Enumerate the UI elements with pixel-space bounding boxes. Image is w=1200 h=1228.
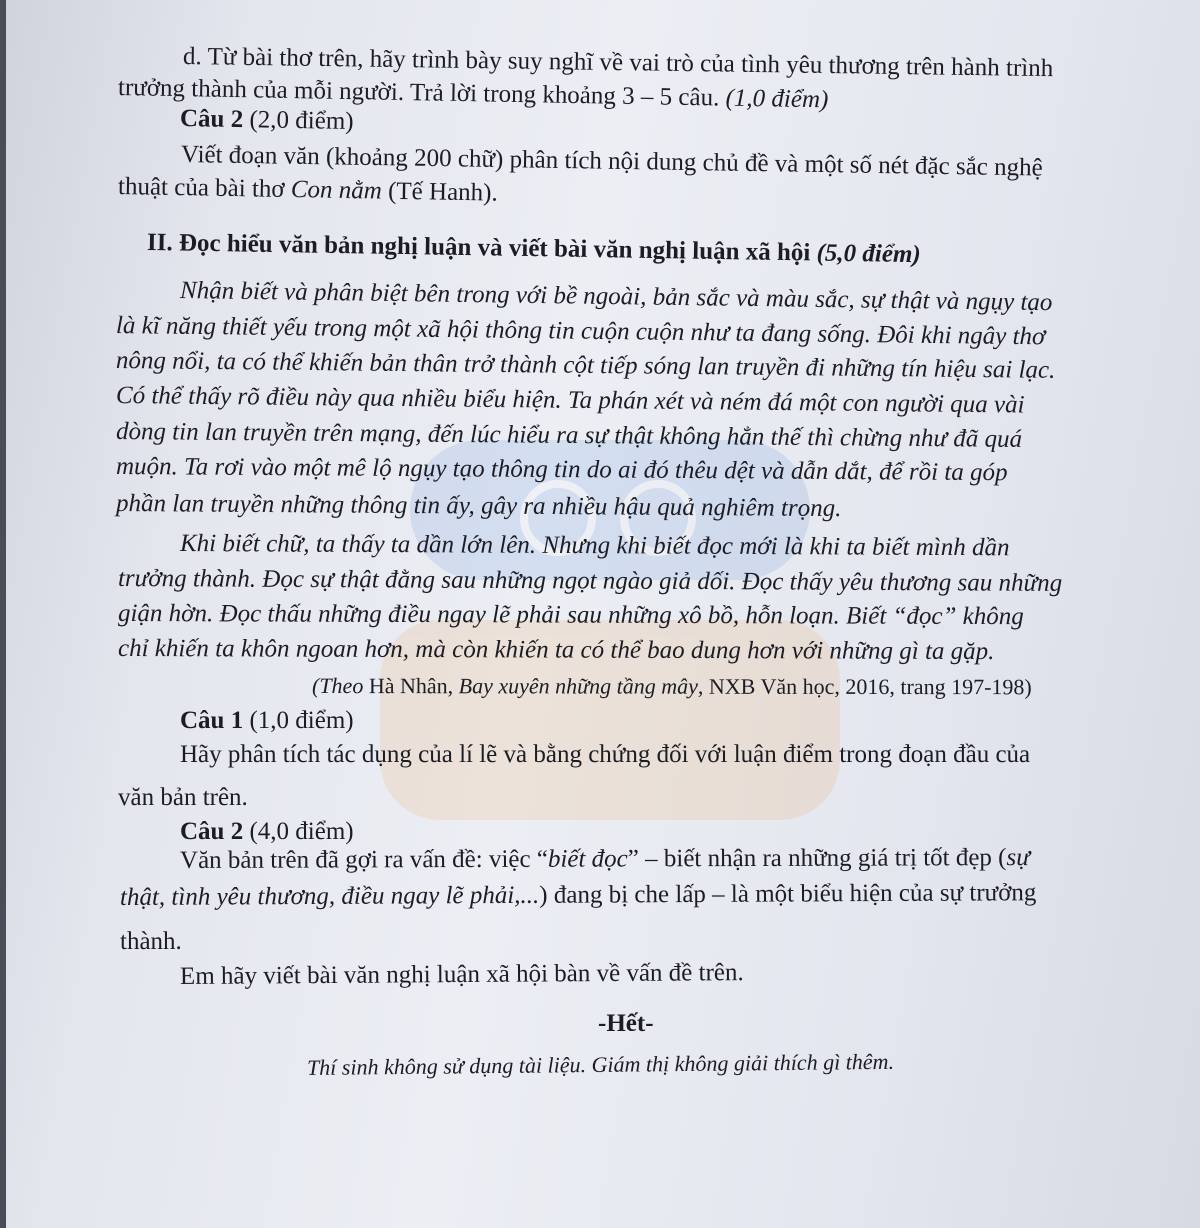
section-2-cau2-line-1 — [180, 843, 1030, 876]
footer-note: Thí sinh không sử dụng tài liệu. Giám thị không giải thích gì thêm. — [306, 1048, 895, 1080]
source-book-title: Bay xuyên những tầng mây — [458, 673, 698, 699]
cau2-line-1-d: sự — [1006, 844, 1030, 872]
part1-cau2-line-2 — [118, 172, 498, 209]
question-d-points: (1,0 điểm) — [725, 84, 829, 114]
part1-cau2-line-1: Viết đoạn văn (khoảng 200 chữ) phân tích nội dung chủ đề và một số nét đặc sắc nghệ — [180, 141, 1043, 182]
passage-line-10: giận hờn. Đọc thấu những điều ngay lẽ phải sau những xô bồ, hỗn loạn. Biết “đọc” không — [117, 600, 1024, 631]
passage-line-9: trưởng thành. Đọc sự thật đằng sau những ngọt ngào giả dối. Đọc thấy yêu thương sau những — [117, 565, 1063, 597]
section-2-cau1-label: Câu 1 — [180, 707, 244, 734]
part1-cau2-line-2-post: (Tế Hanh). — [381, 177, 498, 207]
section-2-points: (5,0 điểm) — [816, 239, 921, 269]
section-2-cau1-points: (1,0 điểm) — [243, 707, 354, 734]
passage-line-4: Có thể thấy rõ điều này qua nhiều biểu hiện. Ta phán xét và ném đá một con người qua vài — [115, 382, 1025, 419]
section-2-cau2-label: Câu 2 — [180, 818, 244, 845]
passage-line-8: Khi biết chữ, ta thấy ta dần lớn lên. Nhưng khi biết đọc mới là khi ta biết mình dần — [179, 530, 1010, 562]
section-2-cau1-heading — [180, 706, 354, 736]
section-2-cau2-points: (4,0 điểm) — [243, 818, 354, 845]
passage-line-2: là kĩ năng thiết yếu trong một xã hội thông tin cuộn cuộn như ta đang sống. Đôi khi ngây thơ — [115, 312, 1046, 351]
cau2-line-1-c: ” – biết nhận ra những giá trị tốt đẹp ( — [627, 844, 1007, 873]
passage-line-3: nông nổi, ta có thể khiến bản thân trở thành cột tiếp sóng lan truyền đi những tín hiệu sai lạc. — [115, 347, 1056, 384]
end-mark: -Hết- — [598, 1010, 654, 1037]
passage-line-6: muộn. Ta rơi vào một mê lộ ngụy tạo thông tin do ai đó thêu dệt và dẫn dắt, để rồi ta góp — [115, 453, 1008, 487]
source-publisher: , NXB Văn học, 2016, trang 197-198) — [697, 673, 1032, 700]
poem-title: Con nằm — [290, 176, 383, 205]
question-d-text: trưởng thành của mỗi người. Trả lời trong khoảng 3 – 5 câu. — [117, 74, 726, 112]
question-d-line-1: d. Từ bài thơ trên, hãy trình bày suy nghĩ về vai trò của tình yêu thương trên hành trình — [182, 43, 1054, 83]
section-2-cau1-line-1: Hãy phân tích tác dụng của lí lẽ và bằng chứng đối với luận điểm trong đoạn đầu của — [180, 741, 1031, 768]
section-2-cau2-line-4: Em hãy viết bài văn nghị luận xã hội bàn về vấn đề trên. — [179, 959, 744, 990]
passage-line-5: dòng tin lan truyền trên mạng, đến lúc hiểu ra sự thật không hẳn thế thì chừng như đã quá — [115, 418, 1023, 453]
part1-cau2-line-2-pre: thuật của bài thơ — [117, 173, 292, 204]
part1-cau2-heading — [180, 104, 354, 137]
section-2-title: II. Đọc hiểu văn bản nghị luận và viết bài văn nghị luận xã hội — [146, 229, 817, 267]
section-2-cau2-line-3: thành. — [120, 928, 182, 955]
source-open: (Theo — [311, 673, 364, 699]
cau2-line-2-a: thật, tình yêu thương, điều ngay lẽ phải,... — [119, 881, 540, 911]
passage-source — [312, 671, 1032, 702]
section-2-cau2-heading — [180, 817, 354, 847]
cau2-line-2-b: ) đang bị che lấp – là một biểu hiện của sự trưởng — [539, 879, 1037, 909]
section-2-cau1-line-2: văn bản trên. — [118, 784, 248, 811]
part1-cau2-points: (2,0 điểm) — [242, 106, 354, 136]
cau2-line-1-a: Văn bản trên đã gợi ra vấn đề: việc “ — [179, 845, 548, 874]
cau2-line-1-b: biết đọc — [547, 845, 628, 873]
source-author: Hà Nhân, — [363, 673, 459, 699]
part1-cau2-label: Câu 2 — [179, 105, 244, 134]
section-2-cau2-line-2 — [120, 878, 1037, 913]
passage-line-7: phần lan truyền những thông tin ấy, gây ra nhiều hậu quả nghiêm trọng. — [115, 490, 842, 523]
passage-line-1: Nhận biết và phân biệt bên trong với bề ngoài, bản sắc và màu sắc, sự thật và ngụy tạo — [179, 277, 1053, 317]
passage-line-11: chỉ khiến ta khôn ngoan hơn, mà còn khiến ta có thể bao dung hơn với những gì ta gặp. — [117, 635, 995, 666]
section-2-heading — [147, 228, 921, 270]
